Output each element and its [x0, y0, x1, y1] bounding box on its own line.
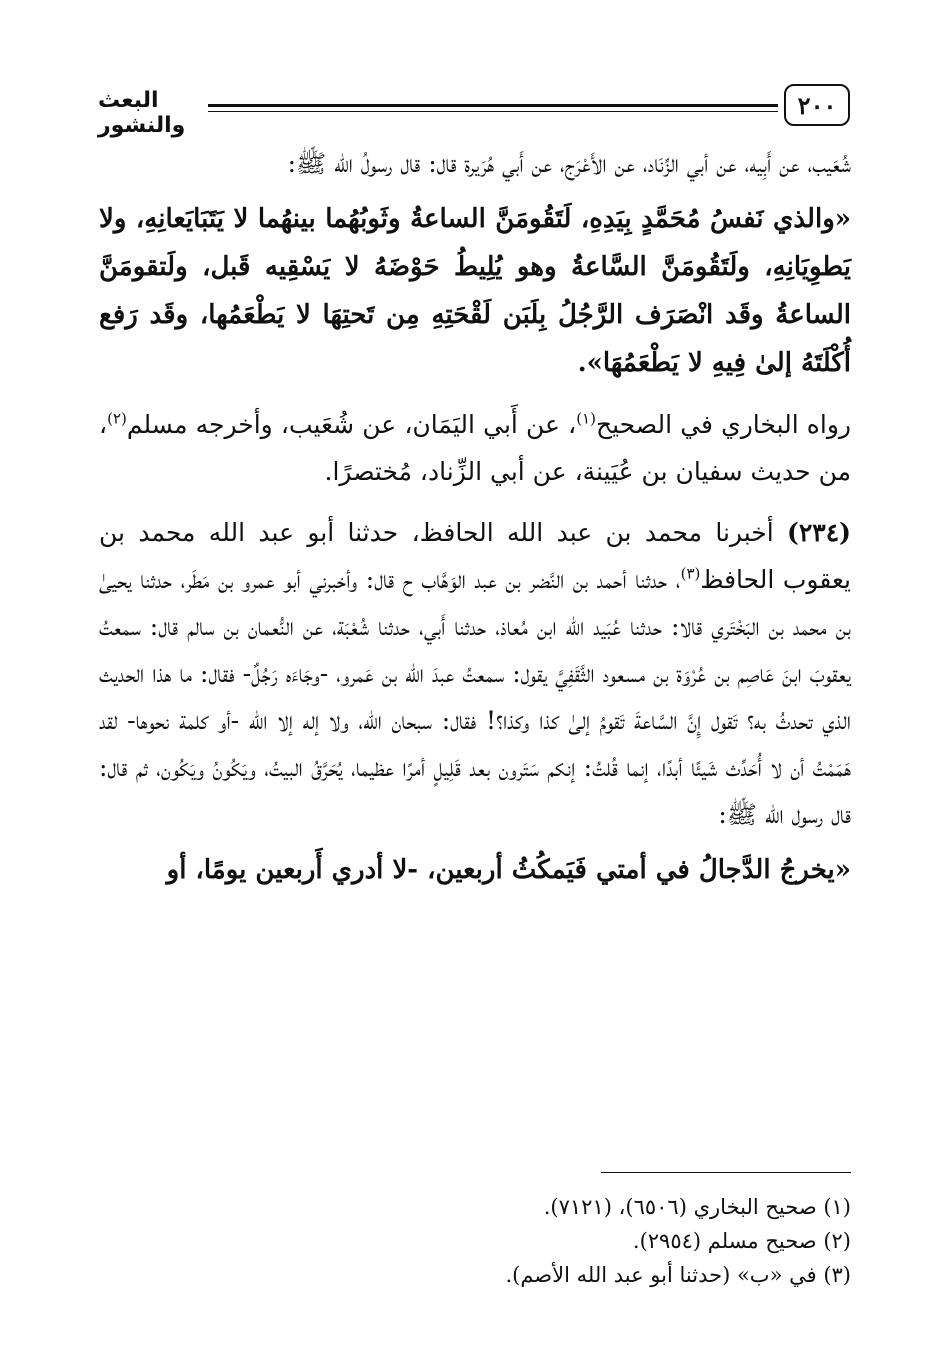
page-header: [98, 84, 850, 138]
footnote-ref-1[interactable]: (١): [576, 409, 596, 428]
hadith-number: (٢٣٤): [787, 518, 851, 547]
isnad-text-2: ، حدثنا أحمد بن النَّضر بن عبد الوَهَّاب ح قال: وأخبرني أبو عمرو بن مَطَر، حدثنا يحيىٰ بن محمد بن البَخْتَري قالا: حدثنا عُبَيد الله ابن مُعاذ، حدثنا أَبي، حدثنا شُعْبَة، عن النُّعمان بن سالم قال: سمعتُ يعقوبَ ابنَ عَاصِم بن عُرْوَة بن مسعود الثَّقَفِيَّ يقول: سمعتُ عبدَ الله بن عَمرو، -وجَاءَه رَجُلٌ- فقال: ما هذا الحديث الذي تحدثُ به؟ تَقول إِنَّ السَّاعةَ تَقومُ إلىٰ كذا وكذا؟! فقال: سبحان الله، ولا إله إلا الله -أو كلمة نحوها- لقد هَمَمْتُ أن لا أُحَدِّث شَيئًا أبدًا، إنما قُلتُ: إنكم سَتَرون بعد قَلِيلٍ أمرًا عظيما، يُحَرَّقُ البيتُ، ويَكُونُ ويَكُون، ثم قال: قال رسول الله ﷺ:: [99, 565, 851, 829]
isnad-text-1: أخبرنا محمد بن عبد الله الحافظ، حدثنا أبو عبد الله محمد بن يعقوب الحافظ: [99, 518, 852, 594]
main-text: [99, 140, 851, 894]
footnote-3: (٣) في «ب» (حدثنا أبو عبد الله الأصم).: [505, 1263, 851, 1287]
footnote-1: (١) صحيح البخاري (٦٥٠٦)، (٧١٢١).: [543, 1195, 851, 1219]
paragraph-234: [99, 509, 851, 838]
hadith-text-2: «يخرجُ الدَّجالُ في أمتي فَيَمكُثُ أربعين، -لا أدري أَربعين يومًا، أو: [166, 855, 851, 885]
footnote-2: (٢) صحيح مسلم (٢٩٥٤).: [632, 1229, 851, 1253]
takhrij-text-3: ، من حديث سفيان بن عُيَينة، عن أبي الزِّناد، مُختصرًا.: [99, 410, 851, 486]
footnote-ref-2[interactable]: (٢): [107, 409, 127, 428]
takhrij-text-2: ، عن أَبي اليَمَان، عن شُعَيب، وأخرجه مسلم: [126, 410, 577, 439]
footnotes: [99, 1190, 851, 1292]
book-title: البعث والنشور: [98, 88, 186, 138]
footnote-ref-3[interactable]: (٣): [680, 564, 701, 583]
footnote-divider: [601, 1172, 851, 1173]
takhrij-text-1: رواه البخاري في الصحيح: [595, 410, 851, 439]
paragraph-takhrij: [99, 401, 851, 495]
paragraph-chain: شُعَيب، عن أَبِيه، عن أبي الزِّنَاد، عن الأَعْرَج، عن أَبي هُرَيرة قال: قال رسولُ الله ﷺ:: [287, 149, 851, 178]
hadith-text-1: «والذي نَفسُ مُحَمَّدٍ بِيَدِهِ، لَتَقُومَنَّ الساعةُ وثَوبُهُما بينهُما لا يَتَبَايَعانِهِ، ولا يَطوِيَانِهِ، ولَتَقُومَنَّ السَّاعةُ وهو يُلِيطُ حَوْضَهُ لا يَسْقِيه قَبل، ولَتقومَنَّ الساعةُ وقَد انْصَرَف الرَّجُلُ بِلَبَن لَقْحَتِهِ مِن تَحتِهَا لا يَطْعَمُها، وقَد رَفع أُكْلَتَهُ إلىٰ فِيهِ لا يَطْعَمُهَا».: [99, 204, 851, 378]
page-number: ٢٠٠: [784, 84, 850, 126]
header-rule: [208, 104, 778, 107]
header-rule-thin: [208, 111, 778, 112]
